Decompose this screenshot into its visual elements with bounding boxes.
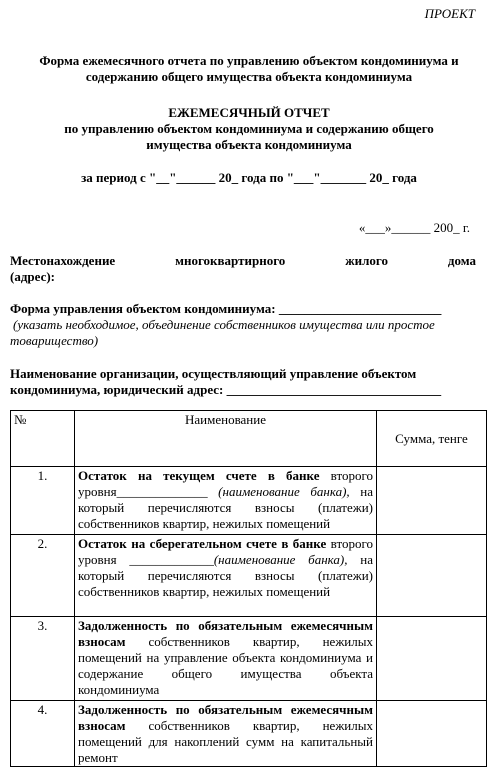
organization-label-line1: Наименование организации, осуществляющий управление объектом	[10, 366, 417, 381]
row-description	[75, 467, 377, 535]
location-label-line2: (адрес):	[10, 269, 55, 284]
report-period: за период с "__"______ 20_ года по "___"_______ 20_ года	[81, 170, 417, 185]
row-bold-text: Остаток на сберегательном счете в банке	[78, 536, 327, 551]
report-date: «___»______ 200_ г.	[358, 220, 470, 235]
header-name: Наименование	[75, 411, 377, 467]
row-number: 1.	[11, 467, 75, 535]
row-number: 2.	[11, 535, 75, 617]
row-bold-text: Остаток на текущем счете в банке	[78, 468, 320, 483]
row-text-tail: на который перечисляются взносы (платежи) собственников квартир, нежилых помещений	[78, 552, 373, 599]
row-italic-text: (наименование банка),	[207, 484, 350, 499]
form-title-line1: Форма ежемесячного отчета по управлению объектом кондоминиума и	[39, 53, 459, 68]
header-sum: Сумма, тенге	[377, 411, 487, 467]
draft-label: ПРОЕКТ	[424, 6, 475, 21]
row-sum	[377, 617, 487, 701]
table-header-row	[11, 411, 487, 467]
row-description	[75, 701, 377, 767]
header-num: №	[11, 411, 75, 467]
report-title: ЕЖЕМЕСЯЧНЫЙ ОТЧЕТ	[168, 105, 330, 120]
row-text: второго уровня	[78, 536, 373, 567]
row-text-tail: на который перечисляются взносы (платежи) собственников квартир, нежилых помещений	[78, 484, 373, 531]
report-subtitle-line1: по управлению объектом кондоминиума и содержанию общего	[64, 121, 434, 136]
row-italic-text: (наименование банка),	[213, 552, 348, 567]
row-blank: _____________	[129, 552, 214, 567]
report-table	[10, 410, 487, 767]
row-sum	[377, 467, 487, 535]
table-row	[11, 535, 487, 617]
management-form-hint-line1: (указать необходимое, объединение собственников имущества или простое	[13, 317, 435, 332]
table-row	[11, 701, 487, 767]
row-text: собственников квартир, нежилых помещений для накоплений сумм на капитальный ремонт	[78, 718, 373, 765]
table-row	[11, 467, 487, 535]
row-description	[75, 535, 377, 617]
row-description	[75, 617, 377, 701]
row-sum	[377, 535, 487, 617]
management-form-label: Форма управления объектом кондоминиума: _________________________	[10, 301, 442, 316]
row-text: собственников квартир, нежилых помещений на управление объекта кондоминиума и содержание общего имущества объекта кондоминиума	[78, 634, 373, 697]
row-text: второго уровня	[78, 468, 373, 499]
row-blank: ______________	[116, 484, 208, 499]
management-form-hint-line2: товарищество)	[10, 333, 99, 348]
report-subtitle-line2: имущества объекта кондоминиума	[146, 137, 352, 152]
table-row	[11, 617, 487, 701]
row-bold-text: Задолженность по обязательным ежемесячным взносам	[78, 702, 373, 733]
form-title-line2: содержанию общего имущества объекта кондоминиума	[85, 69, 413, 84]
row-number: 3.	[11, 617, 75, 701]
row-number: 4.	[11, 701, 75, 767]
row-sum	[377, 701, 487, 767]
location-label-line1: Местонахождение многоквартирного жилого дома	[10, 253, 476, 268]
row-bold-text: Задолженность по обязательным ежемесячным взносам	[78, 618, 373, 649]
organization-label-line2: кондоминиума, юридический адрес: _________________________________	[10, 382, 442, 397]
